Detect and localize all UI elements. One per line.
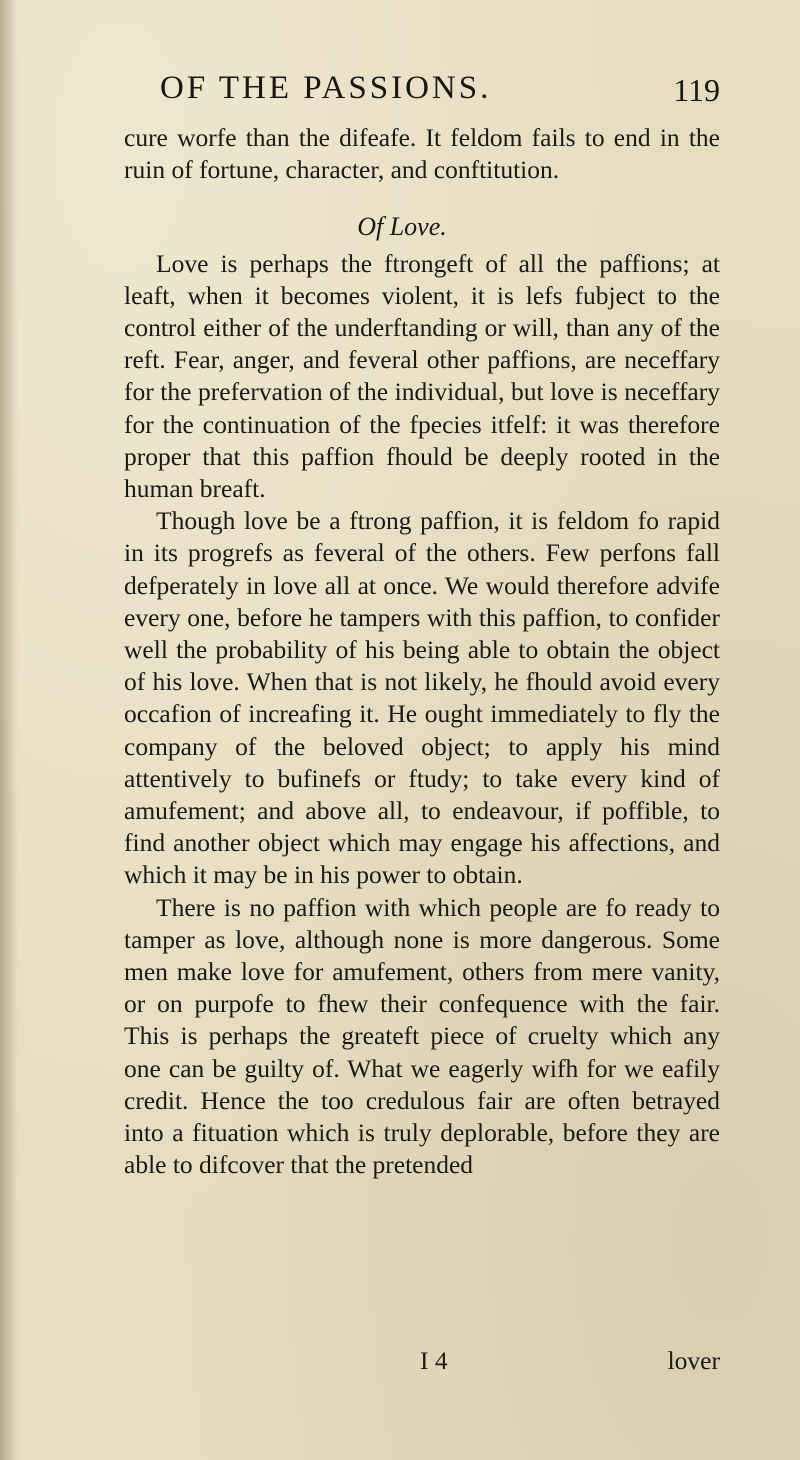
running-head (160, 70, 720, 118)
signature-mark: I 4 (420, 1346, 448, 1375)
catch-line (124, 1346, 720, 1380)
continuation-text: cure worfe than the difeafe. It feldom fails to end in the ruin of fortune, character, and conftitution. (124, 123, 720, 185)
catchword: lover (667, 1346, 720, 1375)
page-number: 119 (673, 72, 720, 108)
paragraph-1: Love is perhaps the ftrongeft of all the paffions; at leaft, when it becomes violent, it is lefs fubject to the control either of the underftanding or will, than any of the reft. Fear, anger, and feveral other paffions, are neceffary for the prefervation of the individual, but love is neceffary for the continuation of the fpecies itfelf: it was therefore proper that this paffion fhould be deeply rooted in the human breaft. (124, 248, 720, 504)
running-title: OF THE PASSIONS. (160, 70, 492, 106)
paragraph-2: Though love be a ftrong paffion, it is feldom fo rapid in its progrefs as feveral of the others. Few perfons fall defperately in love all at once. We would therefore advife every one, before he tampers with this paffion, to confider well the probability of his being able to obtain the object of his love. When that is not likely, he fhould avoid every occafion of increafing it. He ought immediately to fly the company of the beloved object; to apply his mind attentively to bufinefs or ftudy; to take every kind of amufement; and above all, to endeavour, if poffible, to find another object which may engage his affections, and which it may be in his power to obtain. (124, 506, 720, 890)
page-edge-shadow (0, 0, 18, 1460)
section-heading: Of Love. (357, 212, 447, 242)
body-text (124, 122, 720, 1182)
paragraph-3: There is no paffion with which people are fo ready to tamper as love, although none is more dangerous. Some men make love for amufement, others from mere vanity, or on purpofe to fhew their confequence with the fair. This is perhaps the greateft piece of cruelty which any one can be guilty of. What we eagerly wifh for we eafily credit. Hence the too credulous fair are often betrayed into a fituation which is truly deplorable, before they are able to difcover that the pretended (124, 892, 720, 1180)
